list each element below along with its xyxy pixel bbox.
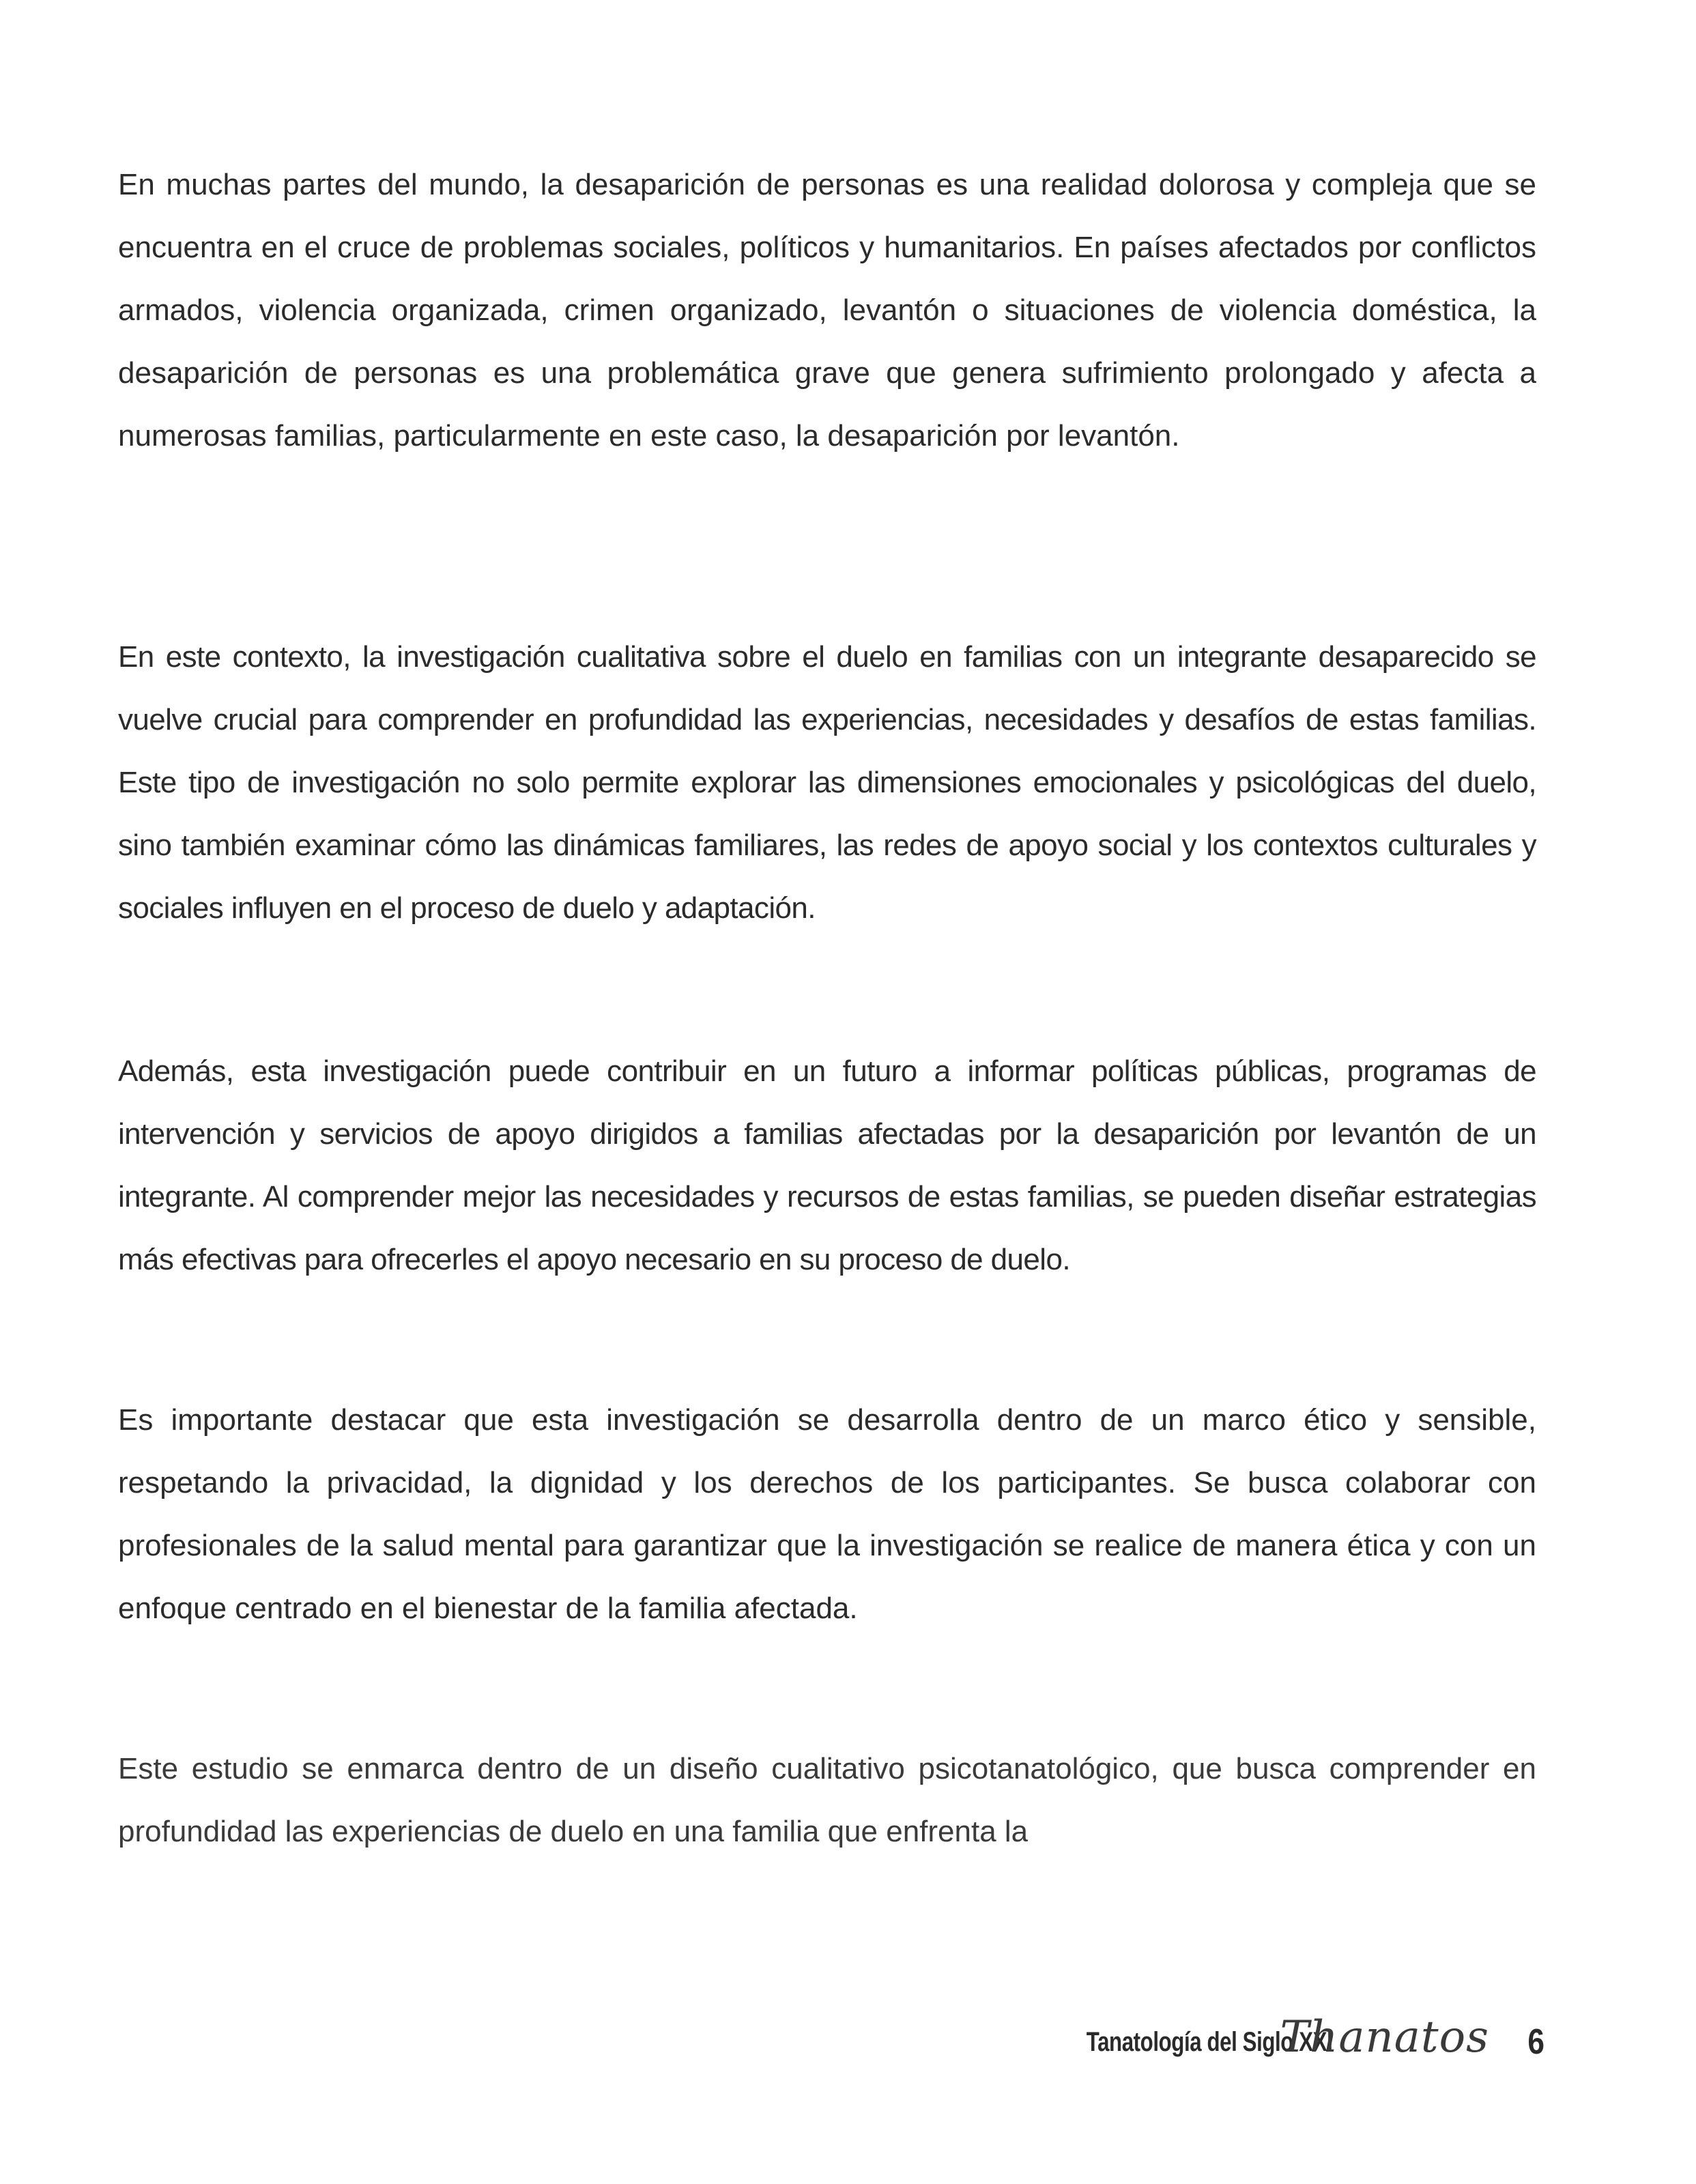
paragraph-text: Este estudio se enmarca dentro de un diseño cualitativo psicotanatológico, que busca comprender en profundidad las experiencias de duelo en una familia que enfrenta la <box>118 1752 1536 1848</box>
paragraph-text: Es importante destacar que esta investigación se desarrolla dentro de un marco ético y sensible, respetando la privacidad, la dignidad y los derechos de los participantes. Se busca colaborar con profesionales de la salud mental para garantizar que la investigación se realice de manera ética y con un enfoque centrado en el bienestar de la familia afectada. <box>118 1403 1536 1625</box>
paragraph-5 <box>118 1738 1536 1863</box>
paragraph-text: En muchas partes del mundo, la desaparición de personas es una realidad dolorosa y compleja que se encuentra en el cruce de problemas sociales, políticos y humanitarios. En países afectados por conflictos armados, violencia organizada, crimen organizado, levantón o situaciones de violencia doméstica, la desaparición de personas es una problemática grave que genera sufrimiento prolongado y afecta a numerosas familias, particularmente en este caso, la desaparición por levantón. <box>118 168 1536 452</box>
paragraph-4 <box>118 1389 1536 1640</box>
page-footer <box>0 2007 1696 2088</box>
journal-name: Tanatología del Siglo XXI <box>1086 2027 1332 2057</box>
paragraph-text: En este contexto, la investigación cualitativa sobre el duelo en familias con un integrante desaparecido se vuelve crucial para comprender en profundidad las experiencias, necesidades y desafíos de estas familias. Este tipo de investigación no solo permite explorar las dimensiones emocionales y psicológicas del duelo, sino también examinar cómo las dinámicas familiares, las redes de apoyo social y los contextos culturales y sociales influyen en el proceso de duelo y adaptación. <box>118 640 1536 925</box>
paragraph-2 <box>118 626 1536 940</box>
paragraph-1 <box>118 154 1536 468</box>
paragraph-text: Además, esta investigación puede contribuir en un futuro a informar políticas públicas, programas de intervención y servicios de apoyo dirigidos a familias afectadas por la desaparición por levantón de un integrante. Al comprender mejor las necesidades y recursos de estas familias, se pueden diseñar estrategias más efectivas para ofrecerles el apoyo necesario en su proceso de duelo. <box>118 1054 1536 1276</box>
thanatos-logo: Thanatos <box>1280 2012 1489 2063</box>
page-number: 6 <box>1527 2022 1544 2062</box>
paragraph-3 <box>118 1040 1536 1291</box>
